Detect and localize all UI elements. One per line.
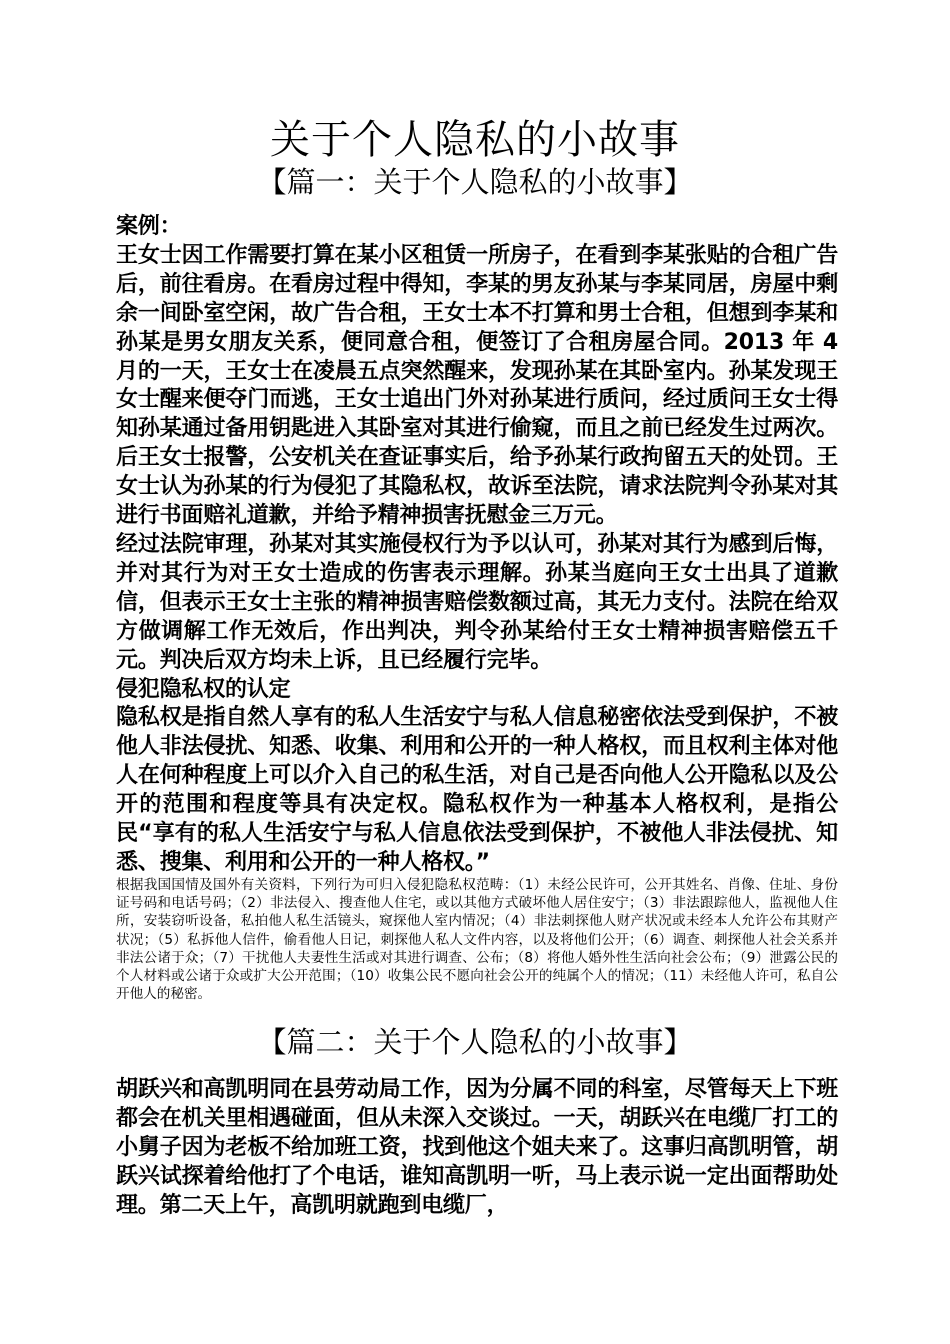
section2-heading: 【篇二：关于个人隐私的小故事】 [257, 1025, 693, 1059]
section2-paragraph-1: 胡跃兴和高凯明同在县劳动局工作，因为分属不同的科室，尽管每天上下班都会在机关里相遇碰面，但从未深入交谈过。一天，胡跃兴在电缆厂打工的小舅子因为老板不给加班工资，找到他这个姐夫来了。这事归高凯明管，胡跃兴试探着给他打了个电话，谁知高凯明一听，马上表示说一定出面帮助处理。第二天上午，高凯明就跑到电缆厂， [116, 1077, 838, 1218]
section1-paragraph-4: 根据我国国情及国外有关资料，下列行为可归入侵犯隐私权范畴：（1）未经公民许可，公开其姓名、肖像、住址、身份证号码和电话号码；（2）非法侵入、搜查他人住宅，或以其他方式破坏他人居住安宁；（3）非法跟踪他人，监视他人住所，安装窃听设备，私拍他人私生活镜头，窥探他人室内情况；（4）非法刺探他人财产状况或未经本人允许公布其财产状况；（5）私拆他人信件，偷看他人日记，刺探他人私人文件内容，以及将他们公开；（6）调查、刺探他人社会关系并非法公诸于众；（7）干扰他人夫妻性生活或对其进行调查、公布；（8）将他人婚外性生活向社会公布；（9）泄露公民的个人材料或公诸于众或扩大公开范围；（10）收集公民不愿向社会公开的纯属个人的情况；（11）未经他人许可，私自公开他人的秘密。 [116, 877, 838, 1003]
section1-subheading: 侵犯隐私权的认定 [116, 676, 291, 702]
section1-body [116, 213, 838, 878]
section1-paragraph-3: 隐私权是指自然人享有的私人生活安宁与私人信息秘密依法受到保护，不被他人非法侵扰、知悉、收集、利用和公开的一种人格权，而且权利主体对他人在何种程度上可以介入自己的私生活，对自己是否向他人公开隐私以及公开的范围和程度等具有决定权。隐私权作为一种基本人格权利，是指公民“享有的私人生活安宁与私人信息依法受到保护，不被他人非法侵扰、知悉、搜集、利用和公开的一种人格权。” [116, 705, 838, 875]
case-label: 案例： [116, 214, 182, 239]
section1-paragraph-1: 王女士因工作需要打算在某小区租赁一所房子，在看到李某张贴的合租广告后，前往看房。在看房过程中得知，李某的男友孙某与李某同居，房屋中剩余一间卧室空闲，故广告合租，王女士本不打算和男士合租，但想到李某和孙某是男女朋友关系，便同意合租，便签订了合租房屋合同。2013 年 4 月的一天，王女士在凌晨五点突然醒来，发现孙某在其卧室内。孙某发现王女士醒来便夺门而逃，王女士追出门外对孙某进行质问，经过质问王女士得知孙某通过备用钥匙进入其卧室对其进行偷窥，而且之前已经发生过两次。后王女士报警，公安机关在查证事实后，给予孙某行政拘留五天的处罚。王女士认为孙某的行为侵犯了其隐私权，故诉至法院，请求法院判令孙某对其进行书面赔礼道歉，并给予精神损害抚慰金三万元。 [116, 242, 838, 529]
section1-heading: 【篇一：关于个人隐私的小故事】 [257, 165, 693, 199]
section2-body [116, 1076, 838, 1221]
document-title: 关于个人隐私的小故事 [270, 117, 680, 163]
section1-small-text [116, 876, 838, 1003]
section1-paragraph-2: 经过法院审理，孙某对其实施侵权行为予以认可，孙某对其行为感到后悔，并对其行为对王女士造成的伤害表示理解。孙某当庭向王女士出具了道歉信，但表示王女士主张的精神损害赔偿数额过高，其无力支付。法院在给双方做调解工作无效后，作出判决，判令孙某给付王女士精神损害赔偿五千元。判决后双方均未上诉，且已经履行完毕。 [116, 531, 838, 673]
